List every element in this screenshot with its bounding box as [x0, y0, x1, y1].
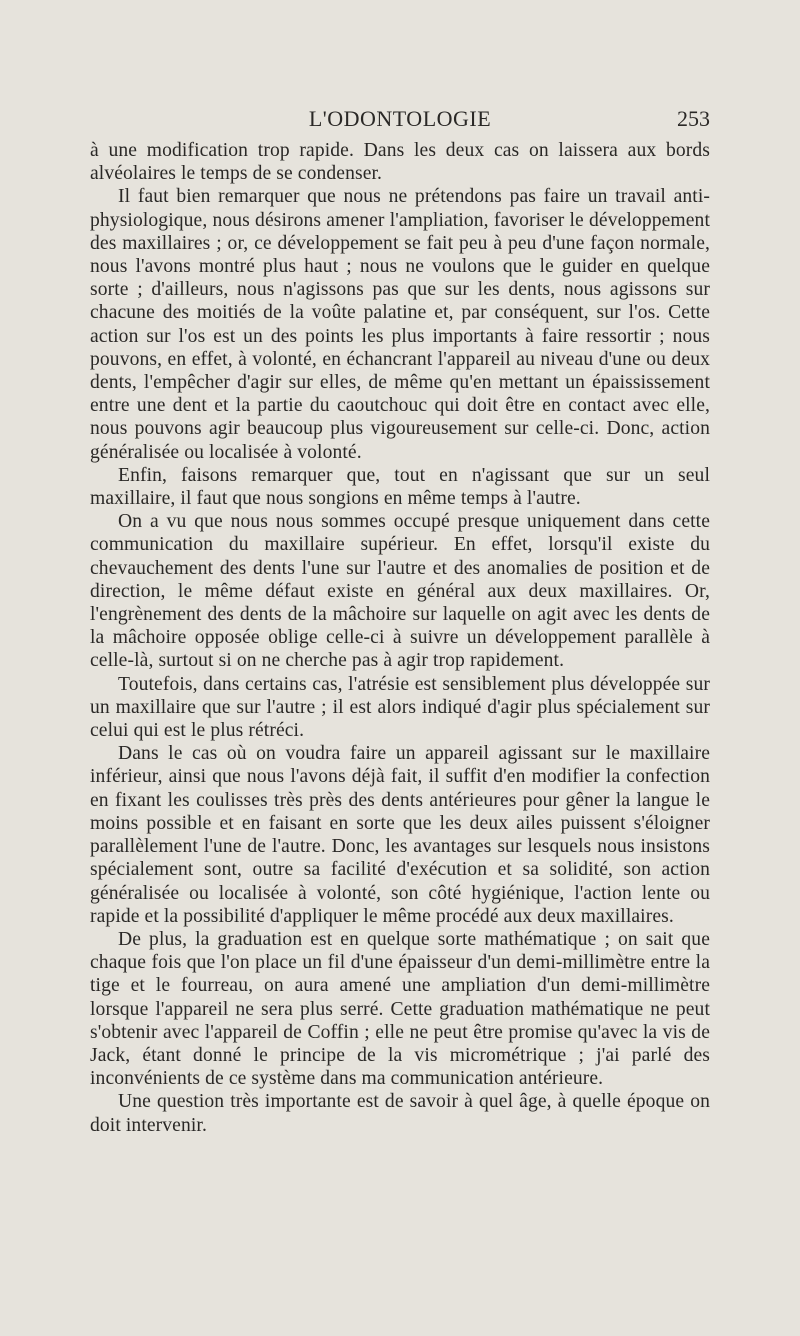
page-number: 253	[677, 106, 710, 131]
body-text	[90, 139, 710, 1137]
paragraph-4: On a vu que nous nous sommes occupé presque uniquement dans cette communication du maxillaire supérieur. En effet, lorsqu'il existe du chevauchement des dents l'une sur l'autre et des anomalies de position et de direction, le même défaut existe en général aux deux maxillaires. Or, l'engrènement des dents de la mâchoire sur laquelle on agit avec les dents de la mâchoire opposée oblige celle-ci à suivre un développement parallèle à celle-là, surtout si on ne cherche pas à agir trop rapidement.	[90, 511, 710, 672]
page-header	[90, 106, 710, 136]
running-title: L'ODONTOLOGIE	[308, 106, 492, 131]
paragraph-7: De plus, la graduation est en quelque sorte mathématique ; on sait que chaque fois que l'on place un fil d'une épaisseur d'un demi-millimètre entre la tige et le fourreau, on aura amené une ampliation d'un demi-millimètre lorsque l'appareil ne sera plus serré. Cette graduation mathématique ne peut s'obtenir avec l'appareil de Coffin ; elle ne peut être promise qu'avec la vis de Jack, étant donné le principe de la vis micrométrique ; j'ai parlé des inconvénients de ce système dans ma communication antérieure.	[90, 928, 710, 1090]
paragraph-3: Enfin, faisons remarquer que, tout en n'agissant que sur un seul maxillaire, il faut que nous songions en même temps à l'autre.	[90, 464, 710, 510]
paragraph-1: à une modification trop rapide. Dans les deux cas on laissera aux bords alvéolaires le temps de se condenser.	[90, 140, 710, 185]
paragraph-6: Dans le cas où on voudra faire un appareil agissant sur le maxillaire inférieur, ainsi que nous l'avons déjà fait, il suffit d'en modifier la confection en fixant les coulisses très près des dents antérieures pour gêner la langue le moins possible et en faisant en sorte que les deux ailes puissent s'éloigner parallèlement l'une de l'autre. Donc, les avantages sur lesquels nous insistons spécialement sont, outre sa facilité d'exécution et sa solidité, son action généralisée ou localisée à volonté, son côté hygiénique, l'action lente ou rapide et la possibilité d'appliquer le même procédé aux deux maxillaires.	[90, 743, 710, 927]
paragraph-2: Il faut bien remarquer que nous ne prétendons pas faire un travail anti-physiologique, nous désirons amener l'ampliation, favoriser le développement des maxillaires ; or, ce développement se fait peu à peu d'une façon normale, nous l'avons montré plus haut ; nous ne voulons que le guider en quelque sorte ; d'ailleurs, nous n'agissons pas que sur les dents, nous agissons sur chacune des moitiés de la voûte palatine et, par conséquent, sur l'os. Cette action sur l'os est un des points les plus importants à faire ressortir ; nous pouvons, en effet, à volonté, en échancrant l'appareil au niveau d'une ou deux dents, l'empêcher d'agir sur elles, de même qu'en mettant un épaississement entre une dent et la partie du caoutchouc qui doit être en contact avec elle, nous pouvons agir beaucoup plus vigoureusement sur celle-ci. Donc, action généralisée ou localisée à volonté.	[90, 186, 710, 463]
paragraph-8: Une question très importante est de savoir à quel âge, à quelle époque on doit intervenir.	[90, 1091, 710, 1136]
paragraph-5: Toutefois, dans certains cas, l'atrésie est sensiblement plus développée sur un maxillaire que sur l'autre ; il est alors indiqué d'agir plus spécialement sur celui qui est le plus rétréci.	[90, 673, 710, 742]
